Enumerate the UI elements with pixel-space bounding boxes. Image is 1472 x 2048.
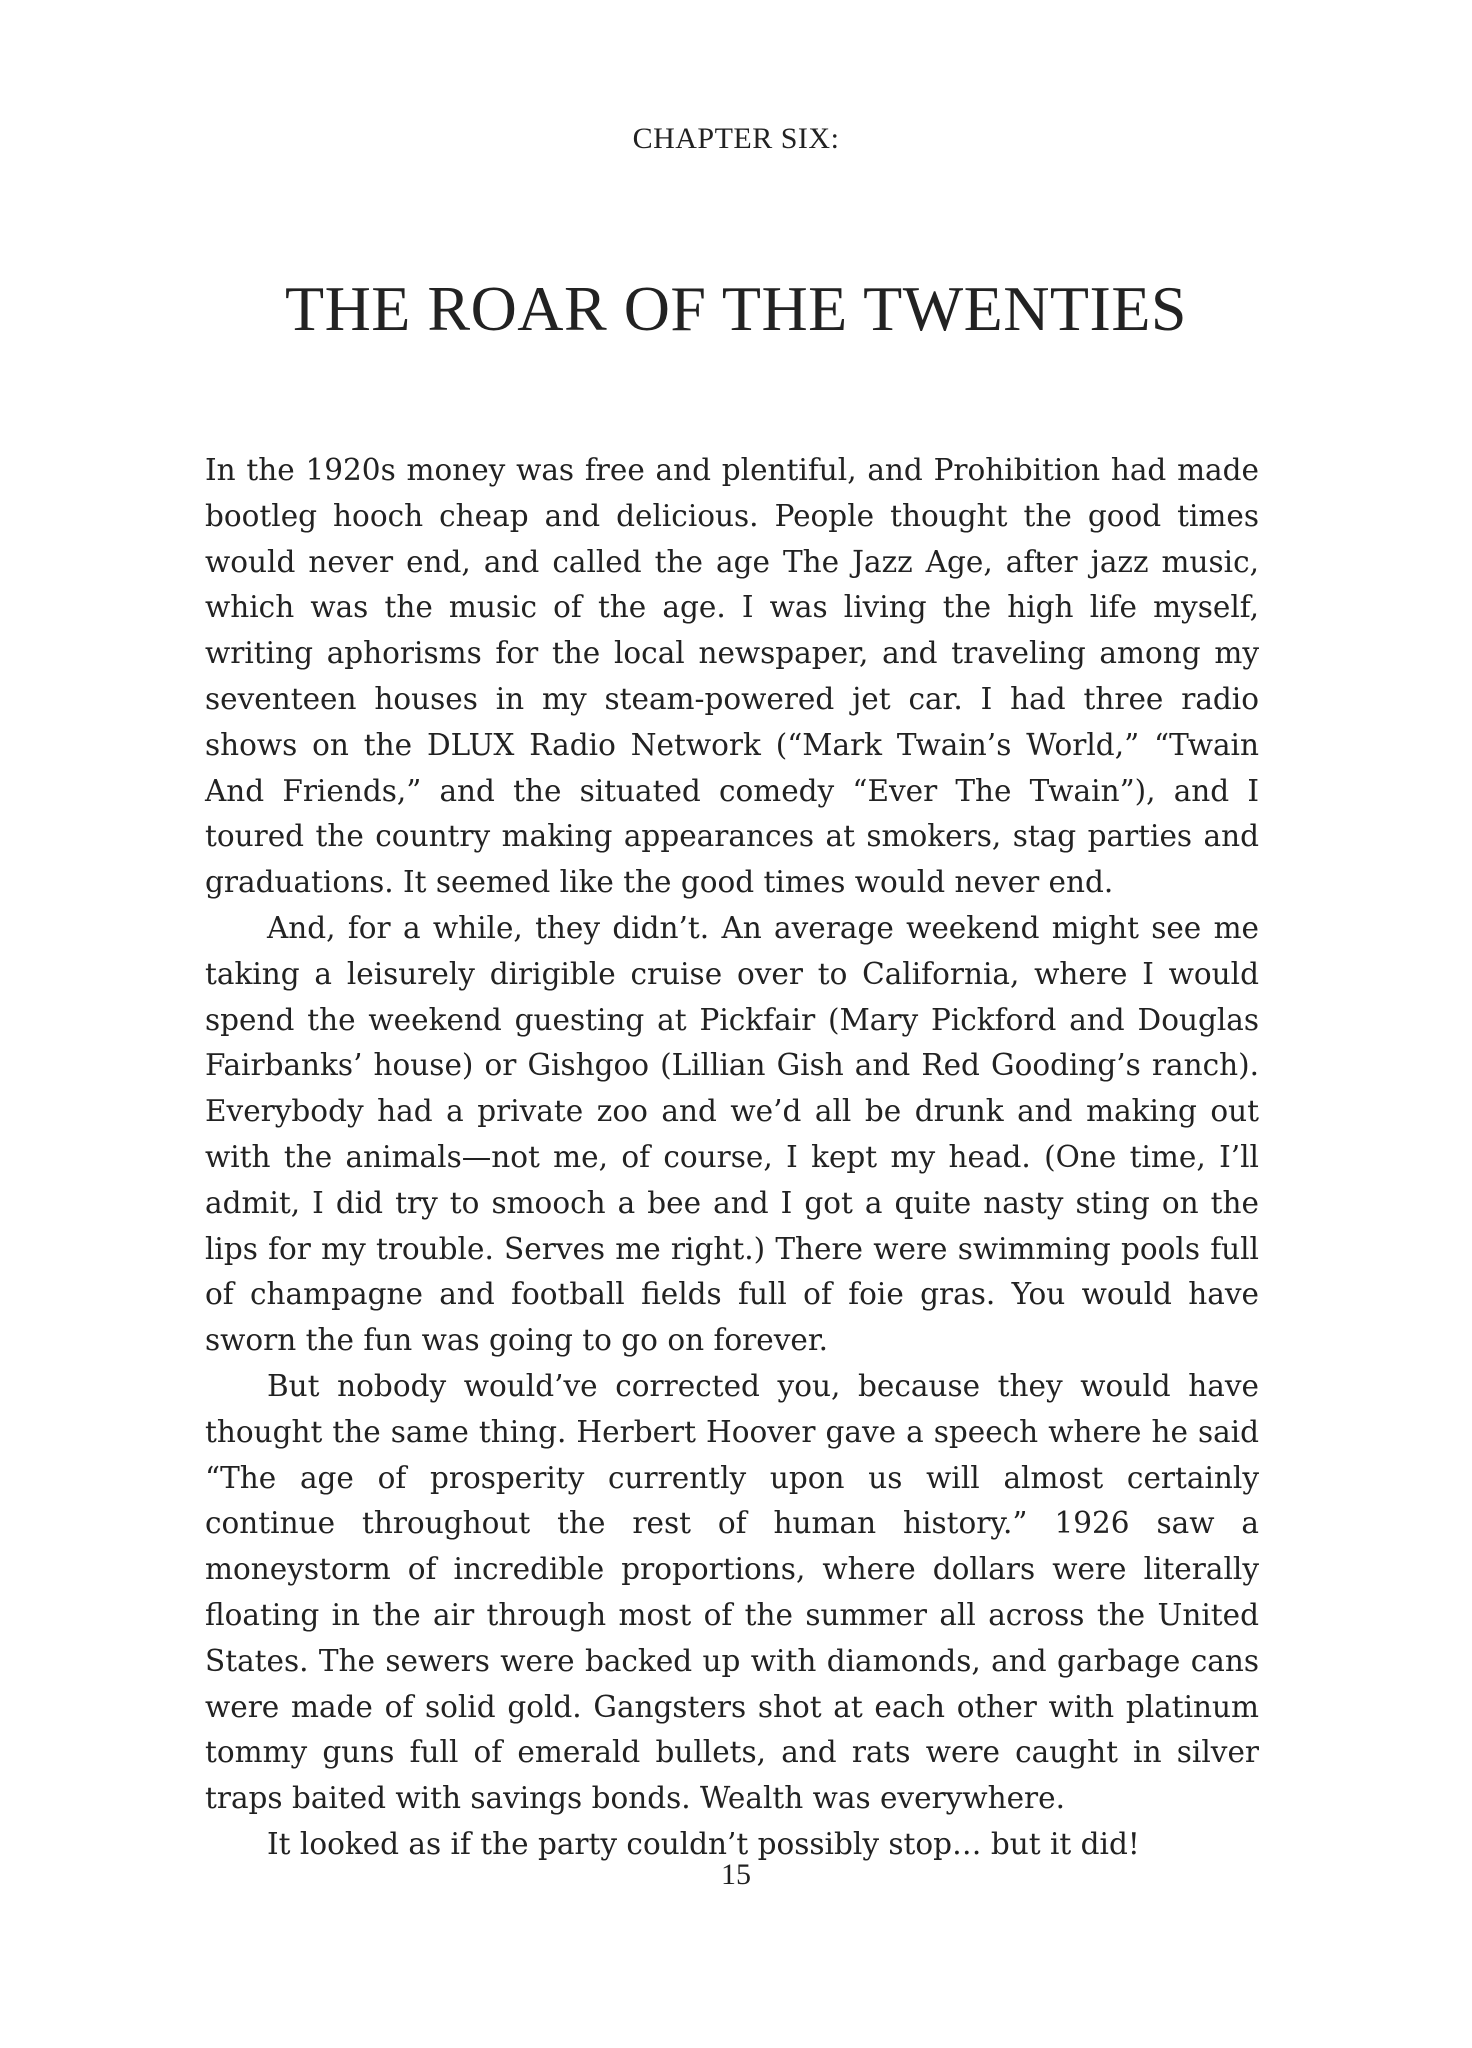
chapter-label: CHAPTER SIX: — [632, 122, 840, 155]
paragraph-4: It looked as if the party couldn’t possibly stop… but it did! — [267, 1826, 1140, 1861]
chapter-body — [205, 448, 1259, 1868]
paragraph-3: But nobody would’ve corrected you, because they would have thought the same thing. Herbert Hoover gave a speech where he said “The age of prosperity currently upon us will almost certainly continue throughout the rest of human history.” 1926 saw a moneystorm of incredible proportions, where dollars were literally floating in the air through most of the summer all across the United States. The sewers were backed up with diamonds, and garbage cans were made of solid gold. Gangsters shot at each other with platinum tommy guns full of emerald bullets, and rats were caught in silver traps baited with savings bonds. Wealth was everywhere. — [205, 1368, 1259, 1816]
paragraph-1: In the 1920s money was free and plentiful, and Prohibition had made bootleg hooch cheap and delicious. People thought the good times would never end, and called the age The Jazz Age, after jazz music, which was the music of the age. I was living the high life myself, writing aphorisms for the local newspaper, and traveling among my seventeen houses in my steam-powered jet car. I had three radio shows on the DLUX Radio Network (“Mark Twain’s World,” “Twain And Friends,” and the situated comedy “Ever The Twain”), and I toured the country making appearances at smokers, stag parties and graduations. It seemed like the good times would never end. — [205, 453, 1259, 900]
page-number: 15 — [721, 1858, 751, 1891]
paragraph-2: And, for a while, they didn’t. An average weekend might see me taking a leisurely dirigible cruise over to California, where I would spend the weekend guesting at Pickfair (Mary Pickford and Douglas Fairbanks’ house) or Gishgoo (Lillian Gish and Red Gooding’s ranch). Everybody had a private zoo and we’d all be drunk and making out with the animals—not me, of course, I kept my head. (One time, I’ll admit, I did try to smooch a bee and I got a quite nasty sting on the lips for my trouble. Serves me right.) There were swimming pools full of champagne and football fields full of foie gras. You would have sworn the fun was going to go on forever. — [205, 910, 1259, 1358]
chapter-title: THE ROAR OF THE TWENTIES — [284, 273, 1188, 344]
